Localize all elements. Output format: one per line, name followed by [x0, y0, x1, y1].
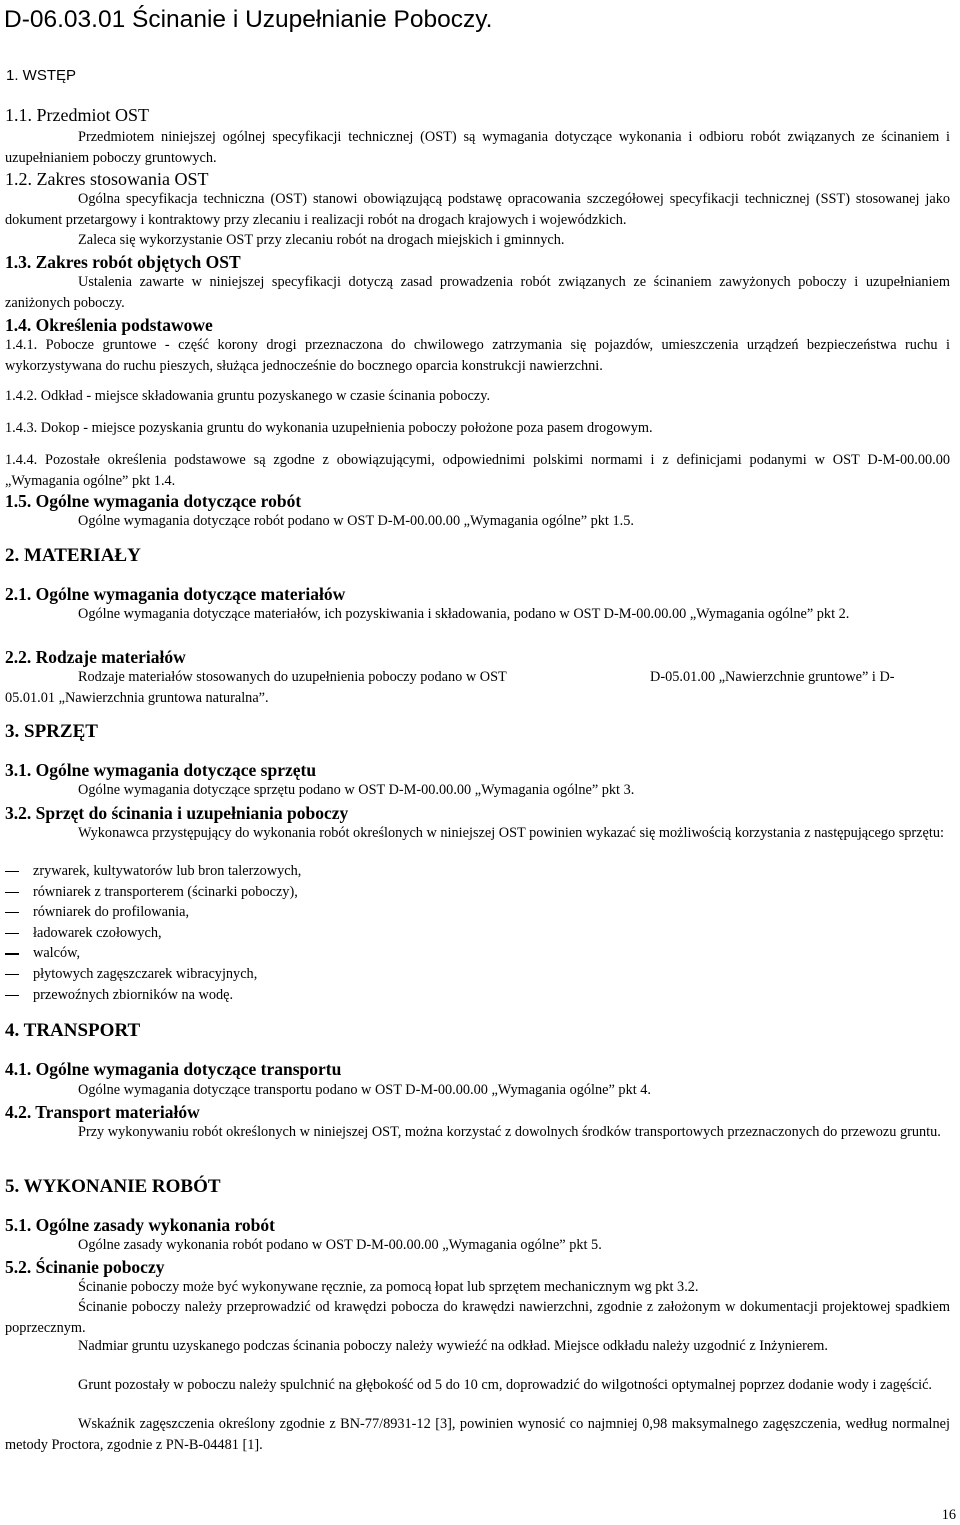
list-item	[5, 861, 301, 882]
list-item-text: przewoźnych zbiorników na wodę.	[33, 986, 234, 1003]
section-1-2-paragraph-1: Ogólna specyfikacja techniczna (OST) stanowi obowiązującą podstawę opracowania szczegółowej specyfikacji technicznej (SST) stosowanej jako dokument przetargowy i kontraktowy przy zlecaniu i realizacji robót na drogach krajowych i wojewódzkich.	[5, 191, 950, 228]
list-item	[5, 964, 301, 985]
section-1-1-heading: 1.1. Przedmiot OST	[5, 105, 149, 125]
list-item	[5, 923, 301, 944]
definition-1-4-4: 1.4.4. Pozostałe określenia podstawowe są zgodne z obowiązującymi, odpowiednimi polskimi normami i z definicjami podanymi w OST D-M-00.00.00 „Wymagania ogólne” pkt 1.4.	[5, 452, 950, 489]
section-4-1-paragraph: Ogólne wymagania dotyczące transportu podano w OST D-M-00.00.00 „Wymagania ogólne” pkt 4.	[78, 1082, 651, 1098]
section-4-2-paragraph: Przy wykonywaniu robót określonych w niniejszej OST, można korzystać z dowolnych środków transportowych przeznaczonych do przewozu gruntu.	[78, 1124, 941, 1140]
list-item	[5, 943, 301, 964]
section-3-heading: 3. SPRZĘT	[5, 721, 98, 742]
section-5-2-heading: 5.2. Ścinanie poboczy	[5, 1257, 165, 1277]
section-5-heading: 5. WYKONANIE ROBÓT	[5, 1176, 221, 1197]
section-2-heading: 2. MATERIAŁY	[5, 545, 141, 566]
section-1-4-heading: 1.4. Określenia podstawowe	[5, 315, 213, 335]
list-item	[5, 985, 301, 1006]
section-5-2-paragraph-1: Ścinanie poboczy może być wykonywane ręcznie, za pomocą łopat lub sprzętem mechanicznym wg pkt 3.2.	[78, 1279, 699, 1295]
section-2-1-paragraph: Ogólne wymagania dotyczące materiałów, ich pozyskiwania i składowania, podano w OST D-M-00.00.00 „Wymagania ogólne” pkt 2.	[78, 606, 850, 622]
section-5-2-paragraph-2: Ścinanie poboczy należy przeprowadzić od krawędzi pobocza do krawędzi nawierzchni, zgodnie z założonym w dokumentacji projektowej spadkiem poprzecznym.	[5, 1299, 950, 1336]
definition-1-4-1: 1.4.1. Pobocze gruntowe - część korony drogi przeznaczona do chwilowego zatrzymania się pojazdów, umieszczenia urządzeń bezpieczeństwa ruchu i wykorzystywana do ruchu pieszych, służąca jednocześnie do bocznego oparcia konstrukcji nawierzchni.	[5, 337, 950, 374]
section-1-3-heading: 1.3. Zakres robót objętych OST	[5, 252, 241, 272]
section-5-2-paragraph-5: Wskaźnik zagęszczenia określony zgodnie z BN-77/8931-12 [3], powinien wynosić co najmniej 0,98 maksymalnego zagęszczenia, według normalnej metody Proctora, zgodnie z PN-B-04481 [1].	[5, 1416, 950, 1453]
section-5-1-paragraph: Ogólne zasady wykonania robót podano w OST D-M-00.00.00 „Wymagania ogólne” pkt 5.	[78, 1237, 602, 1253]
section-2-1-heading: 2.1. Ogólne wymagania dotyczące materiałów	[5, 584, 346, 604]
definition-1-4-2: 1.4.2. Odkład - miejsce składowania gruntu pozyskanego w czasie ścinania poboczy.	[5, 388, 491, 404]
section-4-1-heading: 4.1. Ogólne wymagania dotyczące transportu	[5, 1059, 342, 1079]
section-2-2-line-1-end: D-05.01.00 „Nawierzchnie gruntowe” i D-	[650, 669, 895, 685]
section-1-heading: 1. WSTĘP	[6, 67, 77, 84]
list-item-text: płytowych zagęszczarek wibracyjnych,	[33, 965, 258, 982]
list-item	[5, 902, 301, 923]
page-number: 16	[941, 1507, 956, 1523]
section-1-5-paragraph: Ogólne wymagania dotyczące robót podano w OST D-M-00.00.00 „Wymagania ogólne” pkt 1.5.	[78, 513, 634, 529]
section-3-1-heading: 3.1. Ogólne wymagania dotyczące sprzętu	[5, 760, 317, 780]
section-5-2-paragraph-4: Grunt pozostały w poboczu należy spulchnić na głębokość od 5 do 10 cm, doprowadzić do wilgotności optymalnej poprzez dodanie wody i zagęścić.	[78, 1377, 933, 1393]
section-1-5-heading: 1.5. Ogólne wymagania dotyczące robót	[5, 491, 302, 511]
section-1-2-paragraph-2: Zaleca się wykorzystanie OST przy zlecaniu robót na drogach miejskich i gminnych.	[78, 232, 565, 248]
list-item-text: zrywarek, kultywatorów lub bron talerzowych,	[33, 863, 302, 879]
list-item	[5, 882, 301, 903]
definition-1-4-3: 1.4.3. Dokop - miejsce pozyskania gruntu do wykonania uzupełnienia poboczy położone poza pasem drogowym.	[5, 420, 653, 436]
section-1-3-paragraph: Ustalenia zawarte w niniejszej specyfikacji dotyczą zasad prowadzenia robót związanych ze ścinaniem zawyżonych poboczy i uzupełnianiem zaniżonych poboczy.	[5, 274, 950, 311]
list-item-text: ładowarek czołowych,	[33, 924, 162, 941]
section-2-2-line-1-start: Rodzaje materiałów stosowanych do uzupełnienia poboczy podano w OST	[78, 669, 507, 685]
section-3-2-paragraph: Wykonawca przystępujący do wykonania robót określonych w niniejszej OST powinien wykazać się możliwością korzystania z następującego sprzętu:	[78, 825, 944, 841]
section-1-2-heading: 1.2. Zakres stosowania OST	[5, 169, 209, 189]
section-2-2-heading: 2.2. Rodzaje materiałów	[5, 647, 186, 667]
equipment-list	[5, 861, 301, 1005]
section-3-2-heading: 3.2. Sprzęt do ścinania i uzupełniania poboczy	[5, 803, 349, 823]
section-1-1-paragraph: Przedmiotem niniejszej ogólnej specyfikacji technicznej (OST) są wymagania dotyczące wykonania i odbioru robót związanych ze ścinaniem i uzupełnianiem poboczy gruntowych.	[5, 129, 950, 166]
list-item-text: równiarek z transporterem (ścinarki poboczy),	[33, 883, 298, 900]
document-title: D-06.03.01 Ścinanie i Uzupełnianie Poboczy.	[4, 6, 493, 33]
section-5-2-paragraph-3: Nadmiar gruntu uzyskanego podczas ścinania poboczy należy wywieźć na odkład. Miejsce odkładu należy uzgodnić z Inżynierem.	[78, 1338, 828, 1354]
list-item-text: walców,	[33, 945, 81, 962]
section-5-1-heading: 5.1. Ogólne zasady wykonania robót	[5, 1215, 275, 1235]
section-4-2-heading: 4.2. Transport materiałów	[5, 1102, 200, 1122]
list-item-text: równiarek do profilowania,	[33, 904, 190, 921]
section-3-1-paragraph: Ogólne wymagania dotyczące sprzętu podano w OST D-M-00.00.00 „Wymagania ogólne” pkt 3.	[78, 782, 635, 798]
section-2-2-line-2: 05.01.01 „Nawierzchnia gruntowa naturalna”.	[5, 690, 269, 706]
section-4-heading: 4. TRANSPORT	[5, 1020, 141, 1041]
